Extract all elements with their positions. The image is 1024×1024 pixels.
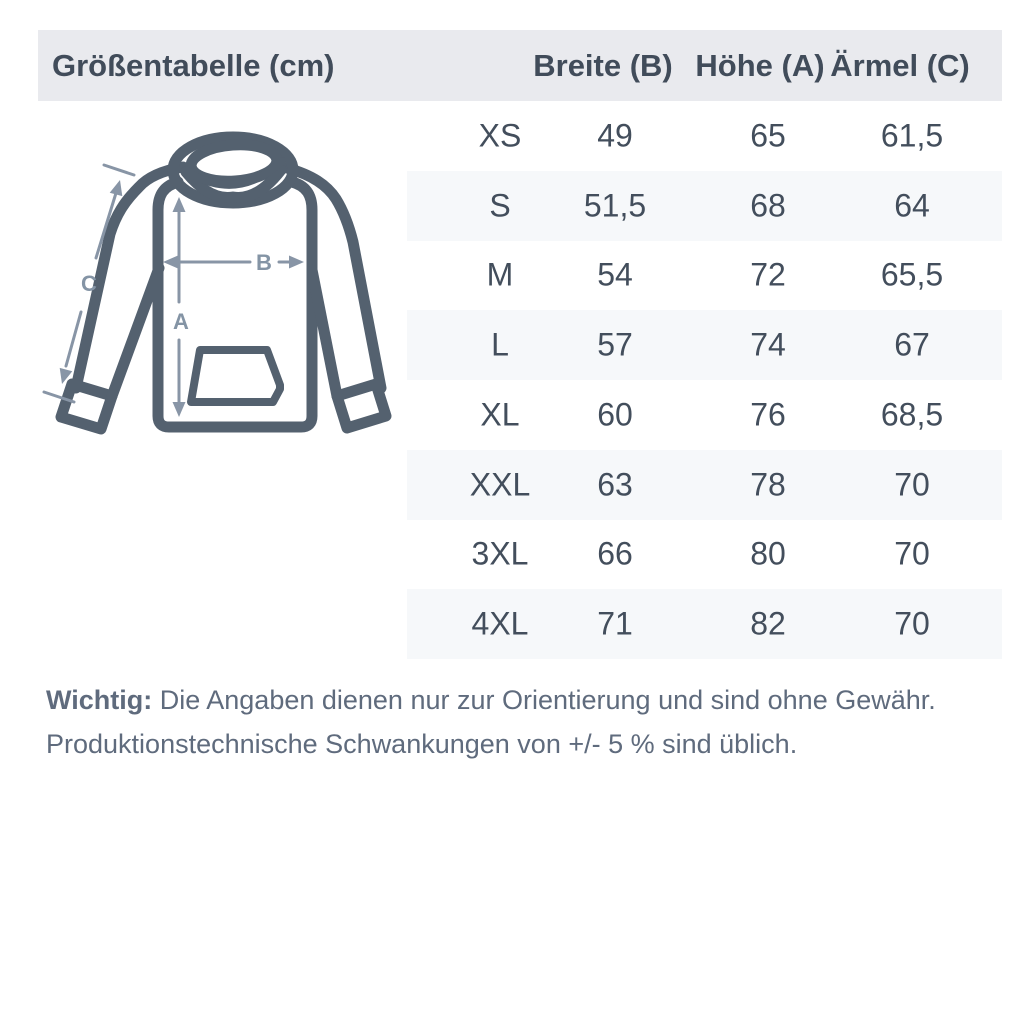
cell-aermel: 70	[894, 535, 930, 572]
hoodie-right-cuff	[337, 384, 386, 428]
cell-aermel: 67	[894, 326, 930, 363]
cell-aermel: 70	[894, 605, 930, 642]
cell-aermel: 61,5	[880, 117, 944, 154]
arrowhead-icon	[173, 402, 186, 417]
cell-breite: 51,5	[583, 187, 647, 224]
dimension-c-end-tick	[44, 392, 74, 402]
size-table	[407, 101, 1002, 659]
cell-hoehe: 68	[750, 187, 786, 224]
disclaimer-bold-label: Wichtig:	[46, 685, 153, 715]
arrowhead-icon	[289, 256, 304, 269]
cell-hoehe: 82	[750, 605, 786, 642]
cell-size: 3XL	[471, 535, 529, 572]
hoodie-body-outline	[158, 182, 312, 427]
cell-breite: 57	[597, 326, 633, 363]
cell-hoehe: 80	[750, 535, 786, 572]
hoodie-right-sleeve-inner	[312, 270, 337, 396]
hood-outer-ring	[173, 137, 293, 203]
cell-size: L	[491, 326, 509, 363]
disclaimer-line-2: Produktionstechnische Schwankungen von +/- 5 % sind üblich.	[46, 729, 798, 759]
cell-size: 4XL	[471, 605, 529, 642]
cell-hoehe: 65	[750, 117, 786, 154]
table-row	[407, 241, 1002, 311]
table-row	[407, 310, 1002, 380]
page-title: Größentabelle (cm)	[52, 47, 335, 83]
cell-hoehe: 74	[750, 326, 786, 363]
hoodie-right-sleeve-outline	[287, 168, 381, 388]
hood-opening-arc	[193, 161, 282, 185]
dimension-label-c: C	[81, 271, 97, 296]
table-header	[38, 30, 1002, 101]
cell-aermel: 64	[894, 187, 930, 224]
table-row	[407, 101, 1002, 171]
hoodie-left-cuff	[61, 384, 112, 429]
hoodie-left-sleeve-outline	[76, 167, 183, 388]
cell-breite: 49	[597, 117, 633, 154]
hood-collar-arc	[186, 170, 281, 197]
table-row	[407, 380, 1002, 450]
table-row	[407, 589, 1002, 659]
cell-hoehe: 78	[750, 466, 786, 503]
cell-breite: 63	[597, 466, 633, 503]
hoodie-left-sleeve-inner	[112, 268, 159, 396]
arrowhead-icon	[163, 256, 178, 269]
dimension-c-line	[96, 193, 116, 258]
dimension-c-line	[66, 312, 81, 366]
dimension-label-b: B	[256, 250, 272, 275]
disclaimer-line-1	[46, 678, 976, 722]
table-row	[407, 171, 1002, 241]
cell-breite: 60	[597, 396, 633, 433]
cell-breite: 71	[597, 605, 633, 642]
column-header-aermel: Ärmel (C)	[830, 47, 970, 83]
dimension-label-a: A	[173, 309, 189, 334]
hoodie-diagram-icon	[30, 118, 425, 453]
hoodie-pocket	[191, 350, 280, 402]
cell-size: S	[489, 187, 511, 224]
disclaimer-line-1-text: Die Angaben dienen nur zur Orientierung und sind ohne Gewähr.	[152, 685, 936, 715]
cell-hoehe: 72	[750, 256, 786, 293]
column-header-breite: Breite (B)	[533, 47, 673, 83]
cell-size: M	[486, 256, 514, 293]
disclaimer-note	[46, 678, 976, 766]
cell-aermel: 70	[894, 466, 930, 503]
cell-breite: 66	[597, 535, 633, 572]
cell-aermel: 68,5	[880, 396, 944, 433]
arrowhead-icon	[173, 197, 186, 212]
arrowhead-icon	[110, 180, 123, 196]
cell-size: XXL	[469, 466, 531, 503]
table-row	[407, 520, 1002, 590]
column-header-hoehe: Höhe (A)	[695, 47, 825, 83]
dimension-c-end-tick	[104, 165, 134, 175]
table-row	[407, 450, 1002, 520]
cell-aermel: 65,5	[880, 256, 944, 293]
cell-size: XS	[478, 117, 522, 154]
cell-size: XL	[480, 396, 520, 433]
cell-breite: 54	[597, 256, 633, 293]
arrowhead-icon	[60, 368, 73, 384]
cell-hoehe: 76	[750, 396, 786, 433]
hood-inner-ring	[190, 142, 278, 184]
